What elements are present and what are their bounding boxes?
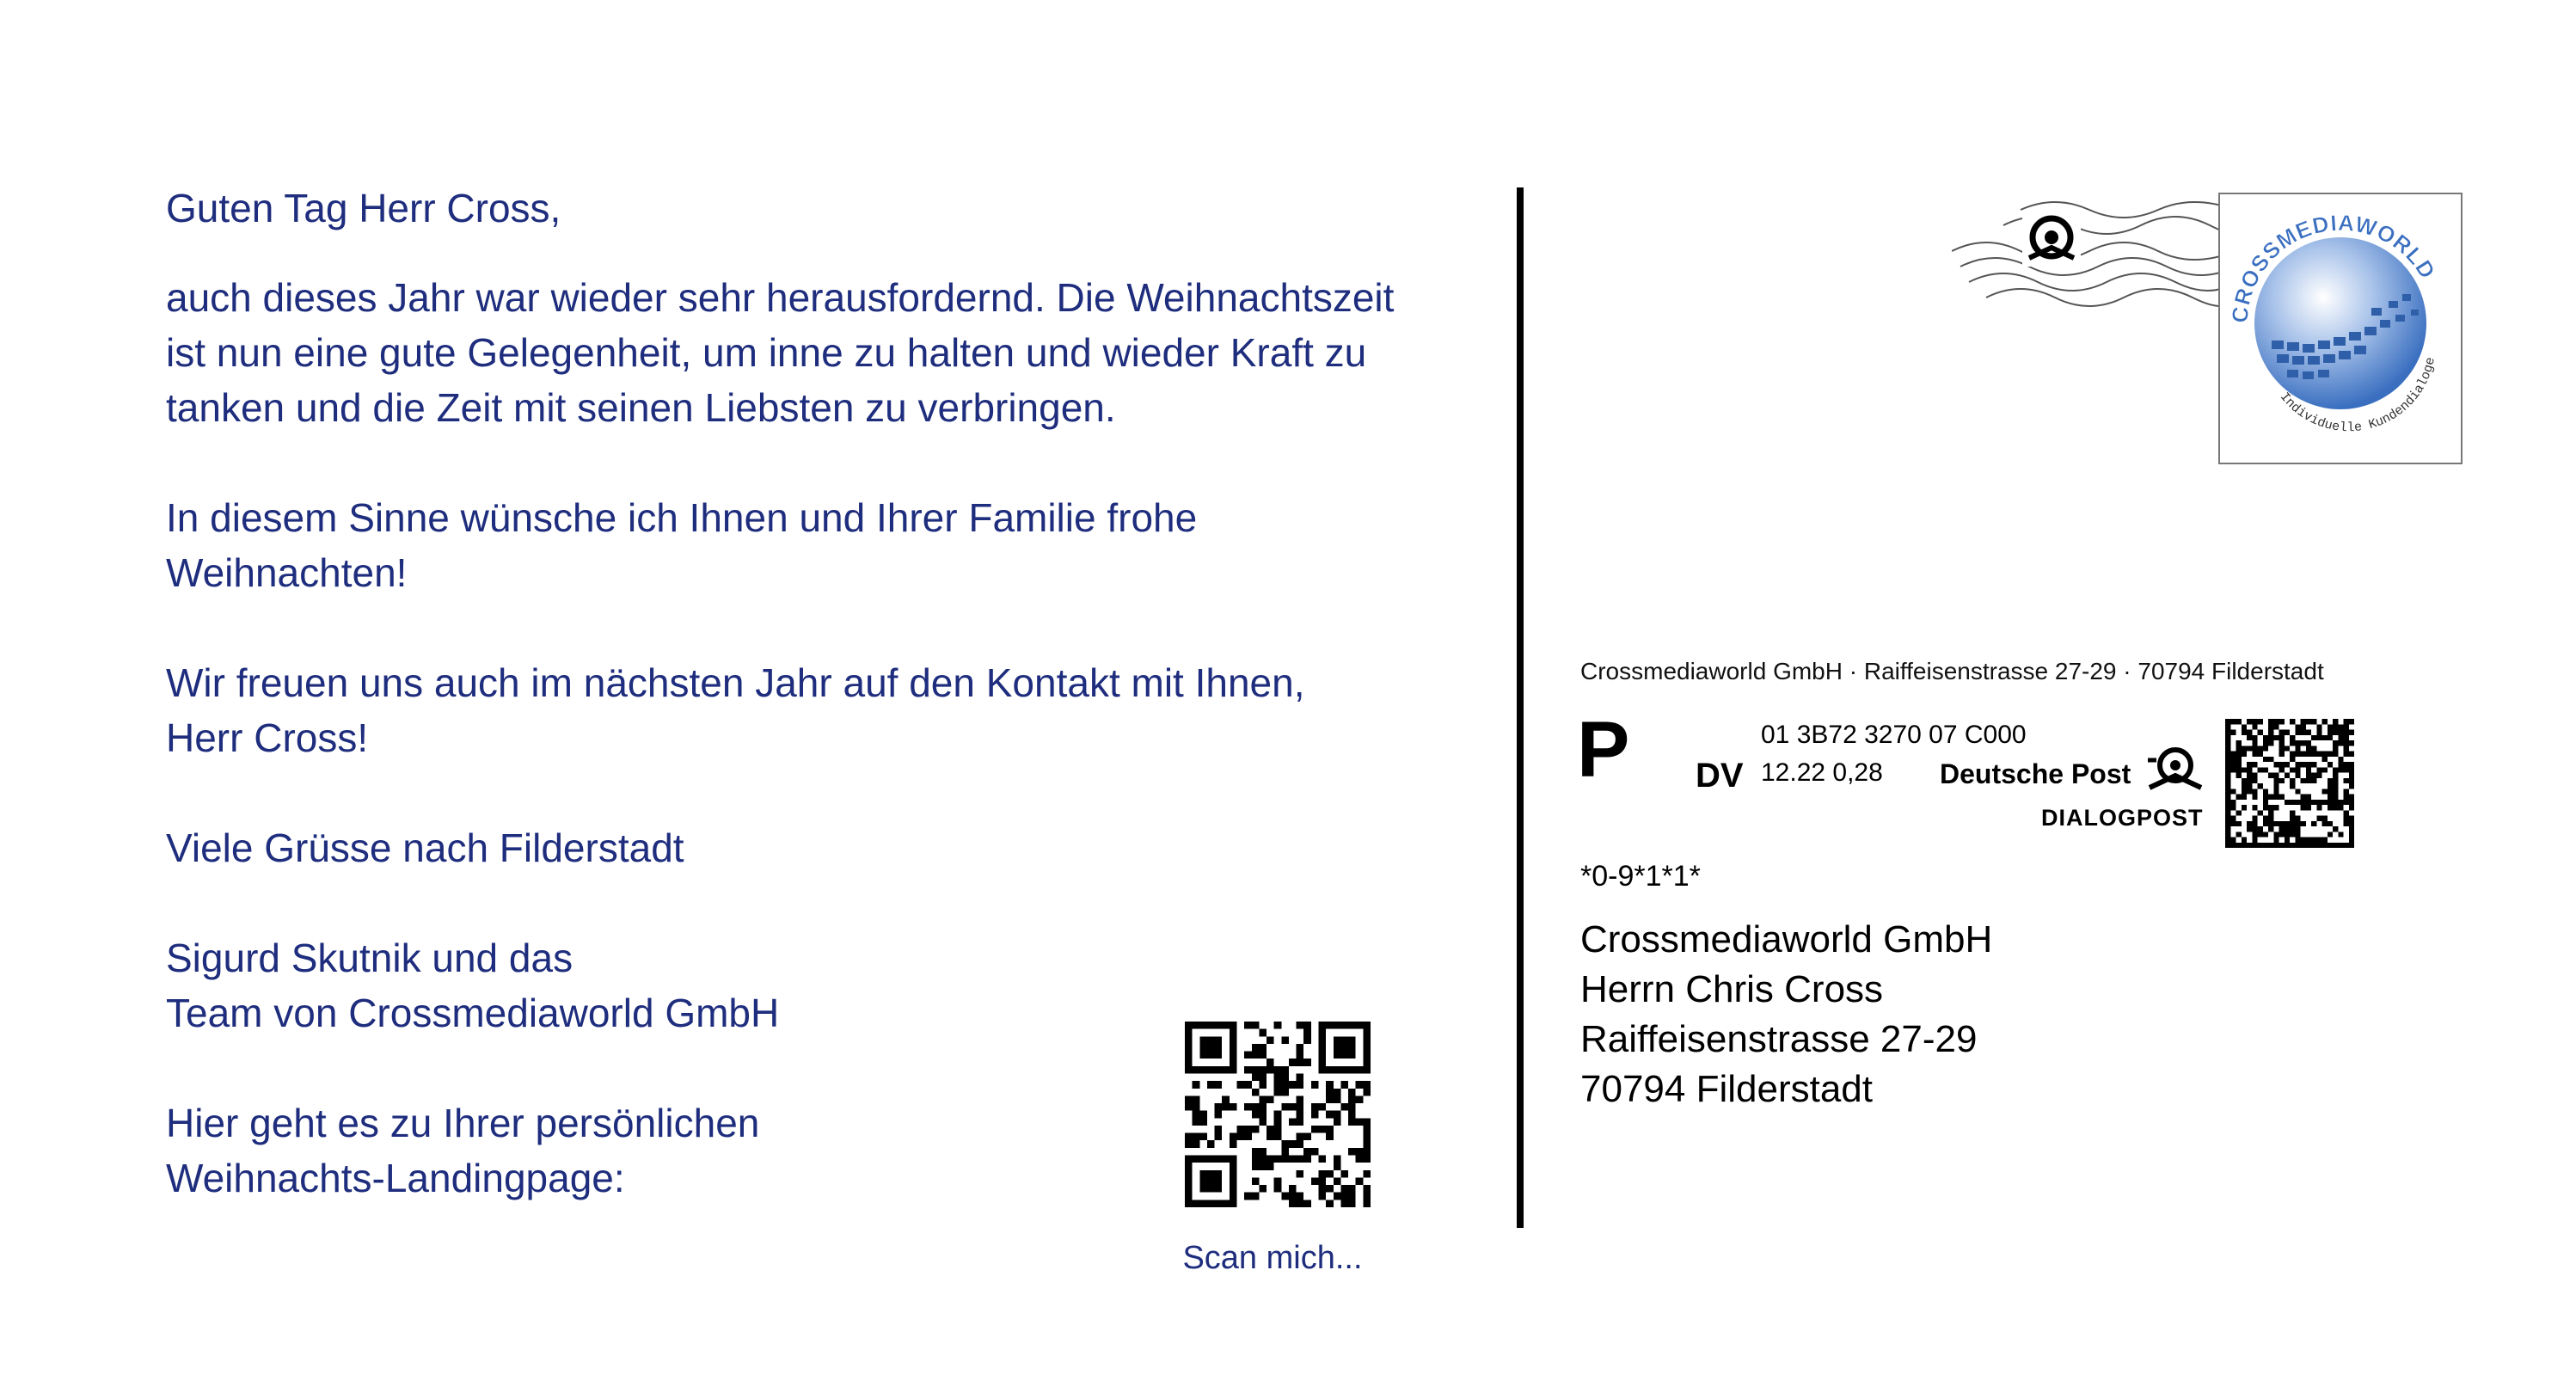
product-code-p: P: [1577, 706, 1630, 794]
qr-scan-label: Scan mich...: [1182, 1240, 1363, 1276]
sender-return-address: Crossmediaworld GmbH · Raiffeisenstrasse 27-29 · 70794 Filderstadt: [1580, 658, 2324, 684]
address-line-street: Raiffeisenstrasse 27-29: [1580, 1018, 1978, 1060]
landing-line: Weihnachts-Landingpage:: [166, 1156, 625, 1200]
franking-datamatrix-code: [2225, 719, 2354, 848]
dialogpost-label: DIALOGPOST: [2041, 805, 2204, 831]
address-line-company: Crossmediaworld GmbH: [1580, 918, 1993, 960]
paragraph-line: Herr Cross!: [166, 715, 369, 760]
franking-code-line-2: 12.22 0,28: [1761, 758, 1883, 787]
sort-code: *0-9*1*1*: [1580, 860, 1701, 893]
recipient-address: [1580, 915, 1992, 1114]
deutsche-post-brand: Deutsche Post: [1940, 758, 2131, 789]
paragraph-line: Weihnachten!: [166, 550, 408, 595]
divider-line: [1517, 187, 1524, 1228]
signature-line: Team von Crossmediaworld GmbH: [166, 991, 780, 1035]
paragraph-intro: [166, 270, 1507, 435]
paragraph-line: tanken und die Zeit mit seinen Liebsten zu verbringen.: [166, 385, 1116, 430]
signature-line: Sigurd Skutnik und das: [166, 936, 573, 980]
address-line-city: 70794 Filderstadt: [1580, 1068, 1873, 1110]
stamp-logo-text: CROSSMEDIAWORLD: [2226, 209, 2441, 324]
franking-code-line-1: 01 3B72 3270 07 C000: [1761, 721, 2027, 749]
address-line-name: Herrn Chris Cross: [1580, 968, 1884, 1010]
paragraph-line: auch dieses Jahr war wieder sehr herausfordernd. Die Weihnachtszeit: [166, 275, 1395, 320]
posthorn-icon: [2144, 745, 2206, 795]
paragraph-contact: [166, 655, 1507, 765]
paragraph-line: ist nun eine gute Gelegenheit, um inne zu halten und wieder Kraft zu: [166, 330, 1367, 375]
landing-line: Hier geht es zu Ihrer persönlichen: [166, 1101, 760, 1145]
crossmediaworld-stamp: [2218, 193, 2463, 464]
paragraph-line: Wir freuen uns auch im nächsten Jahr auf den Kontakt mit Ihnen,: [166, 660, 1305, 705]
paragraph-line: In diesem Sinne wünsche ich Ihnen und Ihrer Familie frohe: [166, 495, 1198, 540]
landing-page-qr-code[interactable]: [1185, 1022, 1371, 1207]
stamp-tagline: Individuelle Kundendialoge: [2277, 356, 2438, 436]
postmark-cancel: [1952, 191, 2236, 320]
posthorn-icon: [2022, 213, 2081, 267]
closing: Viele Grüsse nach Filderstadt: [166, 825, 684, 870]
paragraph-wishes: [166, 490, 1507, 600]
greeting: Guten Tag Herr Cross,: [166, 186, 561, 230]
dv-label: DV: [1696, 757, 1744, 795]
crossmediaworld-globe-logo: [2220, 194, 2461, 463]
